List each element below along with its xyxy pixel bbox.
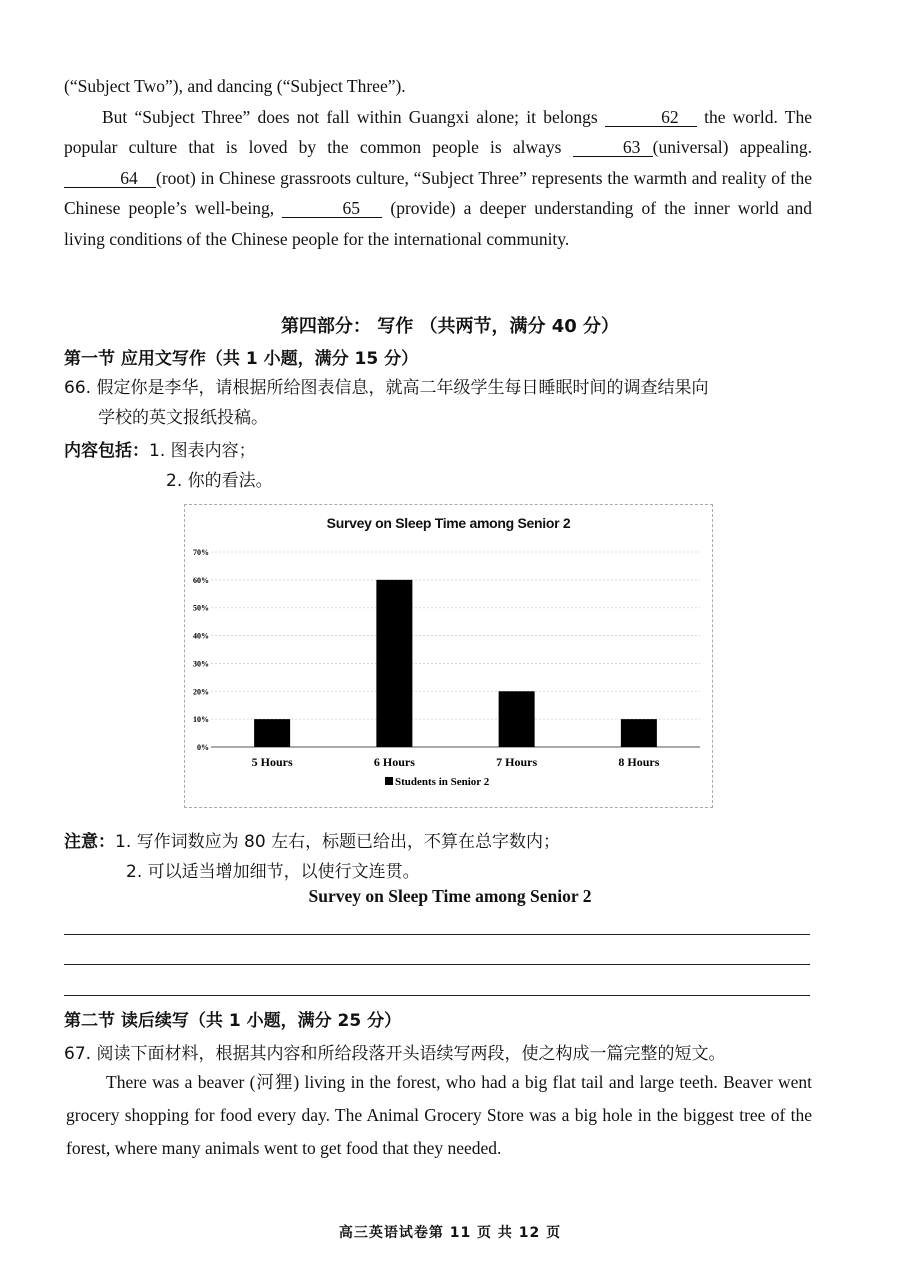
writing-line-2[interactable] (64, 964, 810, 965)
q66-line-2: 学校的英文报纸投稿。 (98, 408, 268, 428)
part4-title: 第四部分： 写作 （共两节，满分 40 分） (280, 316, 620, 337)
passage-text-e: (provide) a deeper understanding of the inner world and living conditions of the Chinese people for the international community. (64, 198, 813, 249)
page-footer: 高三英语试卷第 11 页 共 12 页 (338, 1225, 562, 1241)
x-tick-label: 7 Hours (496, 755, 538, 769)
content-requirements (64, 436, 256, 461)
y-tick-label: 40% (193, 631, 209, 641)
bar-6-hours (376, 580, 412, 747)
blank-64[interactable]: 64 (64, 169, 156, 188)
passage-text-b: the world. The popular culture that is loved by the common people is always (64, 106, 812, 157)
bar-5-hours (254, 719, 290, 747)
notes (64, 827, 560, 852)
passage-line-1: (“Subject Two”), and dancing (“Subject Three”). (64, 76, 406, 96)
q67-instruction: 67. 阅读下面材料，根据其内容和所给段落开头语续写两段，使之构成一篇完整的短文。 (64, 1044, 726, 1064)
story-paragraph: There was a beaver (河狸) living in the forest, who had a big flat tail and large teeth. Beaver went grocery shopping for food every day. The Animal Grocery Store was a big hole in the biggest tree of the forest, where many animals went to get food that they needed. (66, 1072, 812, 1158)
writing-line-3[interactable] (64, 995, 810, 996)
passage-text-c: (universal) appealing. (652, 137, 813, 157)
blank-63[interactable]: 63 (573, 138, 653, 157)
content-item-2: 2. 你的看法。 (166, 471, 273, 491)
y-tick-label: 50% (193, 603, 209, 613)
bar-7-hours (499, 691, 535, 747)
legend-label: Students in Senior 2 (395, 776, 490, 788)
x-tick-label: 6 Hours (373, 755, 415, 769)
content-label: 内容包括： (64, 441, 149, 461)
note-item-2: 2. 可以适当增加细节，以使行文连贯。 (126, 862, 420, 882)
essay-title: Survey on Sleep Time among Senior 2 (308, 886, 592, 906)
y-tick-label: 60% (193, 575, 209, 585)
section2-title: 第二节 读后续写（共 1 小题，满分 25 分） (64, 1011, 402, 1031)
y-tick-label: 20% (193, 687, 209, 697)
passage-top (64, 71, 812, 254)
sleep-chart (184, 504, 713, 808)
passage-text-a: But “Subject Three” does not fall within Guangxi alone; it belongs (102, 106, 598, 127)
bar-8-hours (621, 719, 657, 747)
note-item-1: 1. 写作词数应为 80 左右，标题已给出，不算在总字数内； (115, 832, 561, 852)
q66-line-1: 66. 假定你是李华，请根据所给图表信息，就高二年级学生每日睡眠时间的调查结果向 (64, 378, 709, 398)
chart-title: Survey on Sleep Time among Senior 2 (326, 515, 571, 531)
y-tick-label: 30% (193, 659, 209, 669)
y-tick-label: 0% (197, 743, 209, 752)
blank-65[interactable]: 65 (282, 199, 382, 218)
passage-text-d: (root) in Chinese grassroots culture, “Subject Three” represents the warmth and reality of the Chinese people’s well-being, (64, 167, 812, 218)
x-tick-label: 8 Hours (618, 755, 660, 769)
y-tick-label: 10% (193, 715, 209, 725)
content-item-1: 1. 图表内容； (149, 441, 256, 461)
legend-swatch (385, 777, 393, 785)
writing-line-1[interactable] (64, 934, 810, 935)
note-label: 注意： (64, 832, 115, 852)
blank-62[interactable]: 62 (605, 108, 697, 127)
chart-plot (185, 505, 712, 807)
x-tick-label: 5 Hours (251, 755, 293, 769)
passage-paragraph-2 (64, 102, 812, 255)
section1-title: 第一节 应用文写作（共 1 小题，满分 15 分） (64, 349, 419, 369)
y-tick-label: 70% (193, 548, 209, 557)
